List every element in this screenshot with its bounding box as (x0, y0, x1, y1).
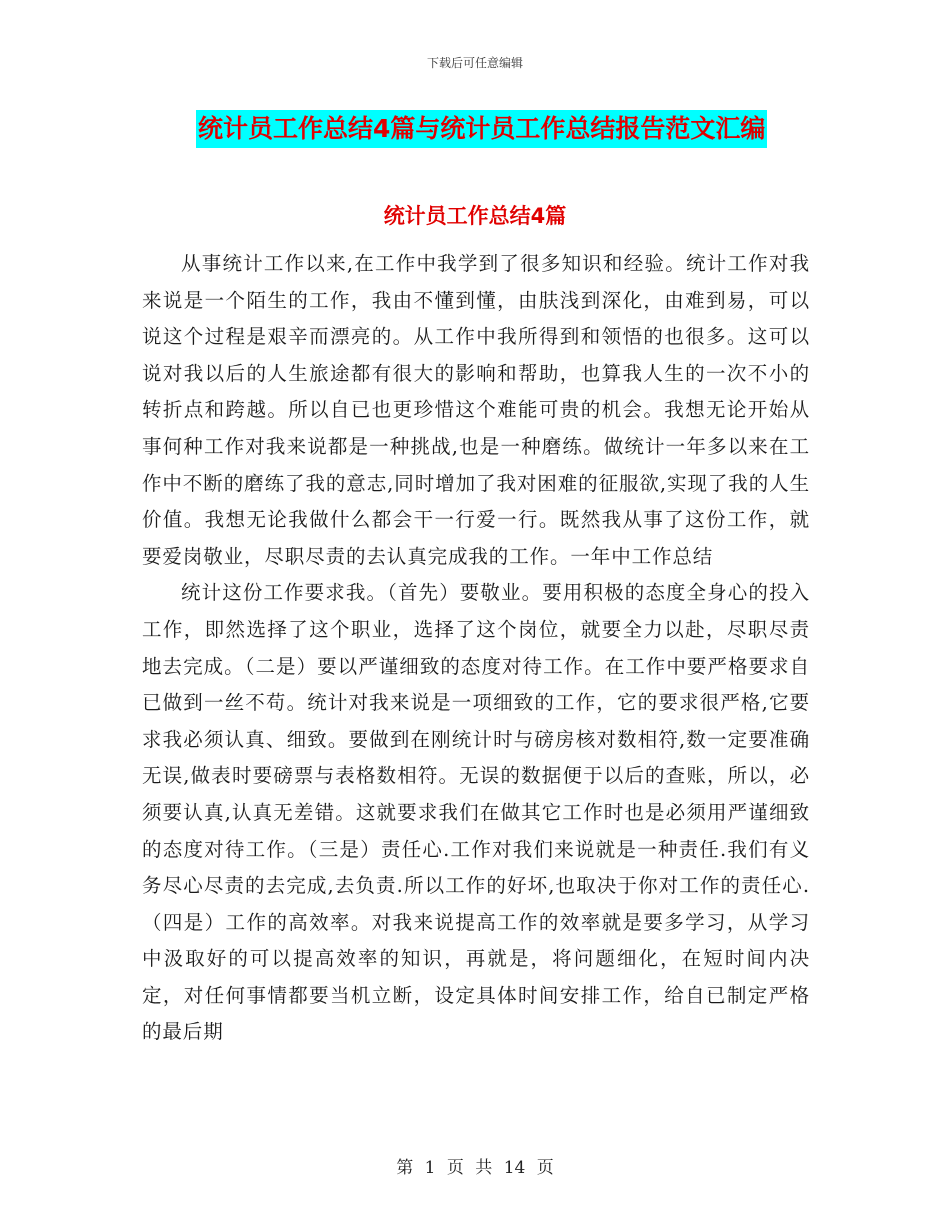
document-title-container (196, 110, 767, 148)
document-title: 统计员工作总结4篇与统计员工作总结报告范文汇编 (196, 110, 767, 148)
page-number: 第 1 页 共 14 页 (396, 1158, 554, 1178)
page-header-note: 下载后可任意编辑 (426, 56, 523, 70)
paragraph: 从事统计工作以来,在工作中我学到了很多知识和经验。统计工作对我来说是一个陌生的工作，我由不懂到懂，由肤浅到深化，由难到易，可以说这个过程是艰辛而漂亮的。从工作中我所得到和领悟的也很多。这可以说对我以后的人生旅途都有很大的影响和帮助，也算我人生的一次不小的转折点和跨越。所以自已也更珍惜这个难能可贵的机会。我想无论开始从事何种工作对我来说都是一种挑战,也是一种磨练。做统计一年多以来在工作中不断的磨练了我的意志,同时增加了我对困难的征服欲,实现了我的人生价值。我想无论我做什么都会干一行爱一行。既然我从事了这份工作，就要爱岗敬业，尽职尽责的去认真完成我的工作。一年中工作总结 (142, 252, 810, 568)
section-title: 统计员工作总结4篇 (383, 204, 567, 228)
paragraph: 统计这份工作要求我。（首先）要敬业。要用积极的态度全身心的投入工作，即然选择了这个职业，选择了这个岗位，就要全力以赴，尽职尽责地去完成。（二是）要以严谨细致的态度对待工作。在工作中要严格要求自已做到一丝不苟。统计对我来说是一项细致的工作，它的要求很严格,它要求我必须认真、细致。要做到在刚统计时与磅房核对数相符,数一定要准确无误,做表时要磅票与表格数相符。无误的数据便于以后的查账，所以，必须要认真,认真无差错。这就要求我们在做其它工作时也是必须用严谨细致的态度对待工作。（三是）责任心.工作对我们来说就是一种责任.我们有义务尽心尽责的去完成,去负责.所以工作的好坏,也取决于你对工作的责任心.（四是）工作的高效率。对我来说提高工作的效率就是要多学习，从学习中汲取好的可以提高效率的知识，再就是，将问题细化，在短时间内决定，对任何事情都要当机立断，设定具体时间安排工作，给自已制定严格的最后期 (142, 581, 810, 1044)
document-body (142, 246, 810, 1051)
